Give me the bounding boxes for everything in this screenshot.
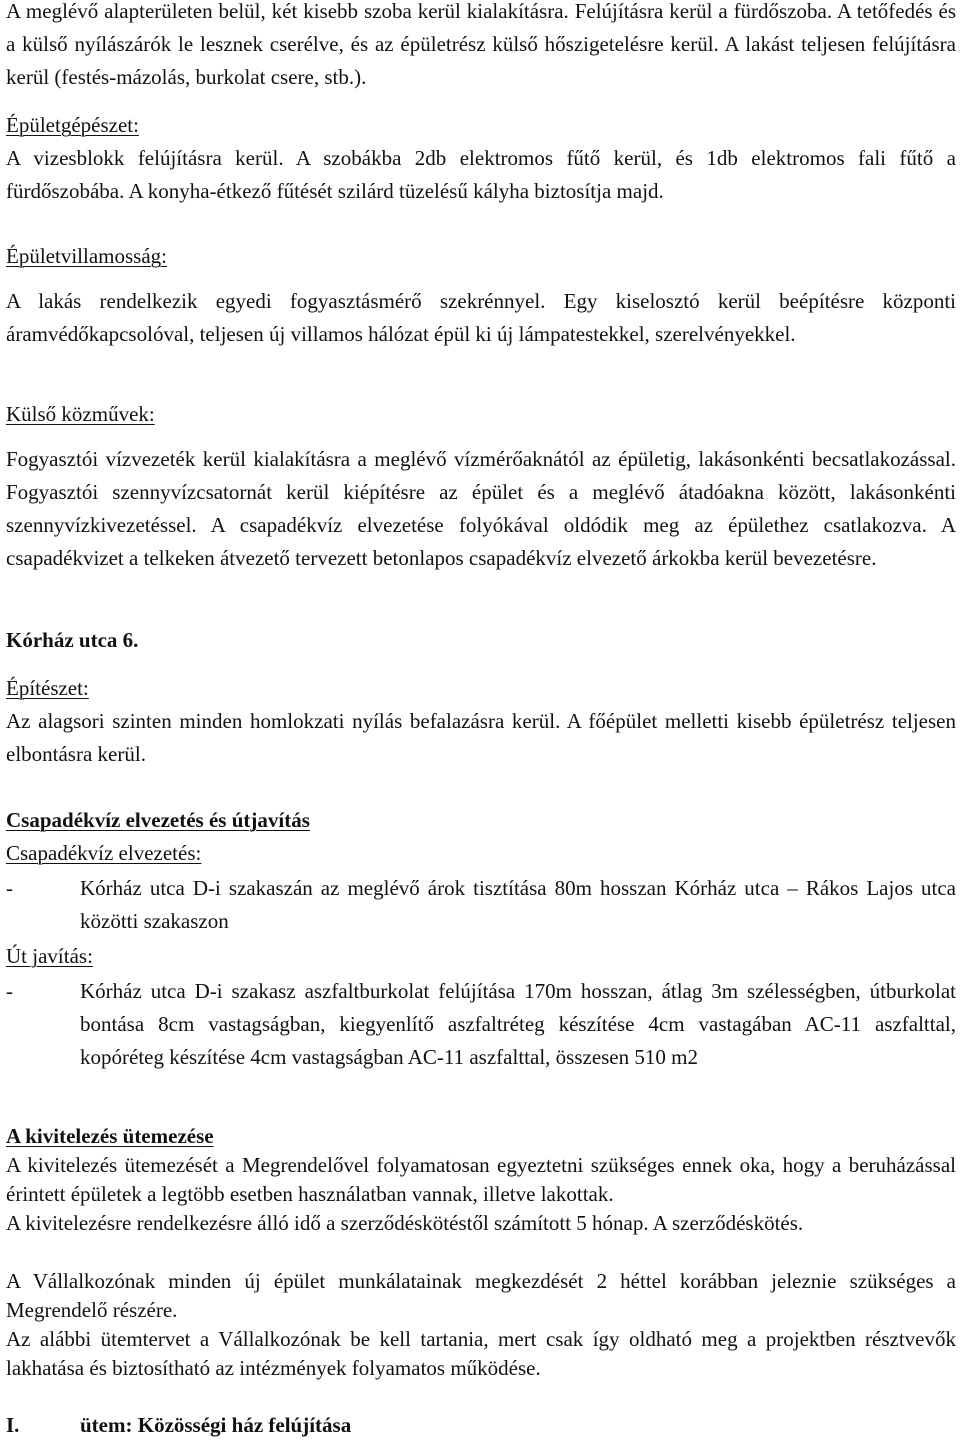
heading-epuletvillamossag-text: Épületvillamosság: — [6, 244, 167, 268]
heading-csapadek-utjavitas-text: Csapadékvíz elvezetés és útjavítás — [6, 808, 310, 832]
bullet-dash: - — [6, 876, 13, 900]
intro-paragraph: A meglévő alapterületen belül, két kisebb szoba kerül kialakításra. Felújításra kerül a fürdőszoba. A tetőfedés és a külső nyílászárók le lesznek cserélve, és az épületrész külső hőszigetelésre kerül. A lakást teljesen felújításra kerül (festés-mázolás, burkolat csere, stb.). — [6, 0, 956, 89]
epuletvillamossag-paragraph: A lakás rendelkezik egyedi fogyasztásmérő szekrénnyel. Egy kiselosztó kerül beépítésre központi áramvédőkapcsolóval, teljesen új villamos hálózat épül ki új lámpatestekkel, szerelvényekkel. — [6, 289, 956, 346]
heading-kivitelezes-utemezese-text: A kivitelezés ütemezése — [6, 1124, 214, 1148]
stage-title: ütem: Közösségi ház felújítása — [80, 1413, 352, 1437]
utemezes-paragraph-1: A kivitelezés ütemezését a Megrendelővel folyamatosan egyeztetni szükséges ennek oka, hogy a beruházással érintett épületek a legtöbb esetben használatban vannak, illetve lakottak. — [6, 1153, 956, 1206]
stage-heading — [6, 1409, 956, 1442]
utemezes-paragraph-3: A Vállalkozónak minden új épület munkálatainak megkezdését 2 héttel korábban jeleznie szükséges a Megrendelő részére. — [6, 1269, 956, 1322]
utemezes-paragraph-2: A kivitelezésre rendelkezésre álló idő a szerződéskötéstől számított 5 hónap. A szerződéskötés. — [6, 1211, 804, 1235]
heading-epuletgepeszet-text: Épületgépészet: — [6, 113, 139, 137]
heading-epuletgepeszet — [6, 109, 956, 142]
heading-epiteszet-text: Építészet: — [6, 676, 89, 700]
csapadek-bullet-text: Kórház utca D-i szakaszán az meglévő árok tisztítása 80m hosszan Kórház utca – Rákos Lajos utca közötti szakaszon — [80, 876, 956, 933]
heading-kulso-kozmuvek — [6, 398, 956, 431]
csapadek-bullet-item — [6, 872, 956, 938]
epiteszet-paragraph: Az alagsori szinten minden homlokzati nyílás befalazásra kerül. A főépület melletti kisebb épületrész teljesen elbontásra kerül. — [6, 709, 956, 766]
heading-ut-javitas-text: Út javítás: — [6, 944, 93, 968]
heading-epuletvillamossag — [6, 240, 956, 273]
heading-kulso-kozmuvek-text: Külső közművek: — [6, 402, 155, 426]
epuletgepeszet-paragraph: A vizesblokk felújításra kerül. A szobákba 2db elektromos fűtő kerül, és 1db elektromos fali fűtő a fürdőszobába. A konyha-étkező fűtését szilárd tüzelésű kályha biztosítja majd. — [6, 146, 956, 203]
ut-javitas-bullet-text: Kórház utca D-i szakasz aszfaltburkolat felújítása 170m hosszan, átlag 3m szélességben, útburkolat bontása 8cm vastagságban, kiegyenlítő aszfaltréteg készítése 4cm vastagában AC-11 aszfalttal, kopóréteg készítése 4cm vastagságban AC-11 aszfalttal, összesen 510 m2 — [80, 979, 956, 1069]
kulso-kozmuvek-paragraph: Fogyasztói vízvezeték kerül kialakításra a meglévő vízmérőaknától az épületig, lakásonkénti becsatlakozással. Fogyasztói szennyvízcsatornát kerül kiépítésre az épület és a meglévő átadóakna között, lakásonkénti szennyvízkivezetéssel. A csapadékvíz elvezetése folyókával oldódik meg az épülethez csatlakozva. A csapadékvizet a telkeken átvezető tervezett betonlapos csapadékvíz elvezető árkokba kerül bevezetésre. — [6, 447, 956, 570]
heading-epiteszet — [6, 672, 956, 705]
heading-csapadek-elvezetes — [6, 837, 956, 870]
utemezes-paragraph-4: Az alábbi ütemtervet a Vállalkozónak be kell tartania, mert csak így oldható meg a projektben résztvevők lakhatása és biztosítható az intézmények folyamatos működése. — [6, 1327, 956, 1380]
heading-ut-javitas — [6, 940, 956, 973]
ut-javitas-bullet-item — [6, 975, 956, 1107]
heading-korhaz-utca: Kórház utca 6. — [6, 628, 139, 652]
heading-csapadek-elvezetes-text: Csapadékvíz elvezetés: — [6, 841, 202, 865]
heading-csapadek-utjavitas — [6, 804, 956, 837]
heading-kivitelezes-utemezese — [6, 1122, 956, 1151]
stage-number: I. — [6, 1413, 20, 1437]
bullet-dash: - — [6, 979, 13, 1003]
